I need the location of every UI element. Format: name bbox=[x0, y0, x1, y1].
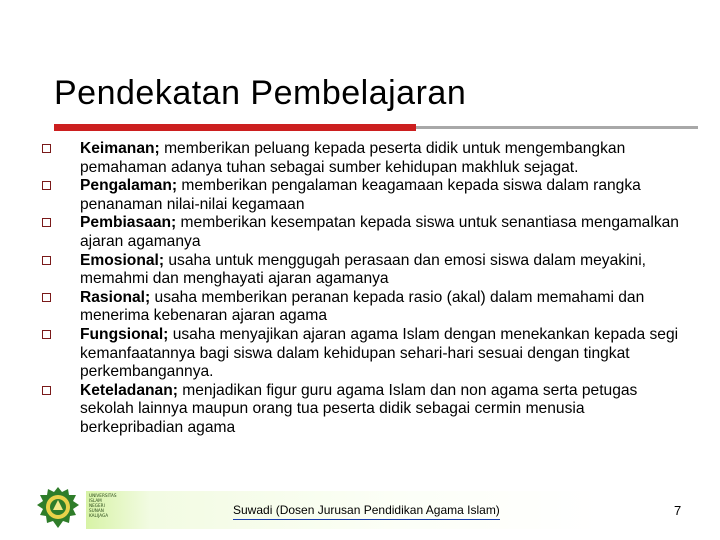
bullet-item-pengalaman bbox=[40, 177, 680, 214]
square-bullet-icon bbox=[42, 218, 51, 227]
bullet-text: memberikan pengalaman keagamaan kepada siswa dalam rangka penanaman nilai-nilai kegamaan bbox=[80, 177, 641, 213]
bullet-text: menjadikan figur guru agama Islam dan non agama serta petugas sekolah lainnya maupun orang tua peserta didik sebagai cermin menusia berkepribadian agama bbox=[80, 381, 638, 436]
square-bullet-icon bbox=[42, 293, 51, 302]
title-rule-gray bbox=[416, 126, 698, 129]
bullet-term: Pembiasaan; bbox=[80, 214, 177, 232]
bullet-text: usaha untuk menggugah perasaan dan emosi siswa dalam meyakini, memahmi dan menghayati ajaran agamanya bbox=[80, 251, 647, 288]
bullet-item-emosional bbox=[40, 252, 680, 289]
bullet-term: Keimanan; bbox=[80, 140, 160, 157]
title-rule-red bbox=[54, 124, 416, 131]
square-bullet-icon bbox=[42, 386, 51, 395]
footer-author-text: Suwadi (Dosen Jurusan Pendidikan Agama Islam) bbox=[233, 503, 500, 517]
bullet-item-keteladanan bbox=[40, 382, 680, 438]
bullet-item-fungsional bbox=[40, 326, 680, 382]
square-bullet-icon bbox=[42, 144, 51, 153]
footer-logo-text: UNIVERSITAS ISLAM NEGERI SUNAN KALIJAGA bbox=[89, 493, 117, 518]
bullet-item-pembiasaan bbox=[40, 214, 680, 251]
university-crest-icon bbox=[36, 486, 80, 530]
bullet-term: Rasional; bbox=[80, 288, 151, 306]
bullet-term: Pengalaman; bbox=[80, 177, 178, 195]
square-bullet-icon bbox=[42, 181, 51, 190]
bullet-item-rasional bbox=[40, 289, 680, 326]
footer-logo-panel bbox=[86, 491, 150, 529]
bullet-text: usaha menyajikan ajaran agama Islam dengan menekankan kepada segi kemanfaatannya bagi siswa dalam kehidupan sehari-hari sesuai dengan tingkat perkembangannya. bbox=[80, 325, 679, 381]
square-bullet-icon bbox=[42, 256, 51, 265]
bullet-term: Fungsional; bbox=[80, 325, 169, 343]
bullet-list bbox=[40, 140, 680, 438]
bullet-term: Keteladanan; bbox=[80, 381, 178, 399]
bullet-text: memberikan kesempatan kepada siswa untuk senantiasa mengamalkan ajaran agamanya bbox=[80, 214, 679, 250]
footer-author bbox=[233, 503, 500, 517]
page-number: 7 bbox=[674, 503, 682, 518]
bullet-text: usaha memberikan peranan kepada rasio (akal) dalam memahami dan menerima kebenaran ajaran agama bbox=[80, 288, 645, 325]
bullet-text: memberikan peluang kepada peserta didik untuk mengembangkan pemahaman adanya tuhan sebagai sumber kehidupan makhluk sejagat. bbox=[80, 140, 626, 176]
bullet-item-keimanan bbox=[40, 140, 680, 177]
bullet-term: Emosional; bbox=[80, 251, 165, 269]
square-bullet-icon bbox=[42, 330, 51, 339]
slide-title: Pendekatan Pembelajaran bbox=[54, 74, 467, 112]
footer-author-underline bbox=[233, 519, 500, 521]
